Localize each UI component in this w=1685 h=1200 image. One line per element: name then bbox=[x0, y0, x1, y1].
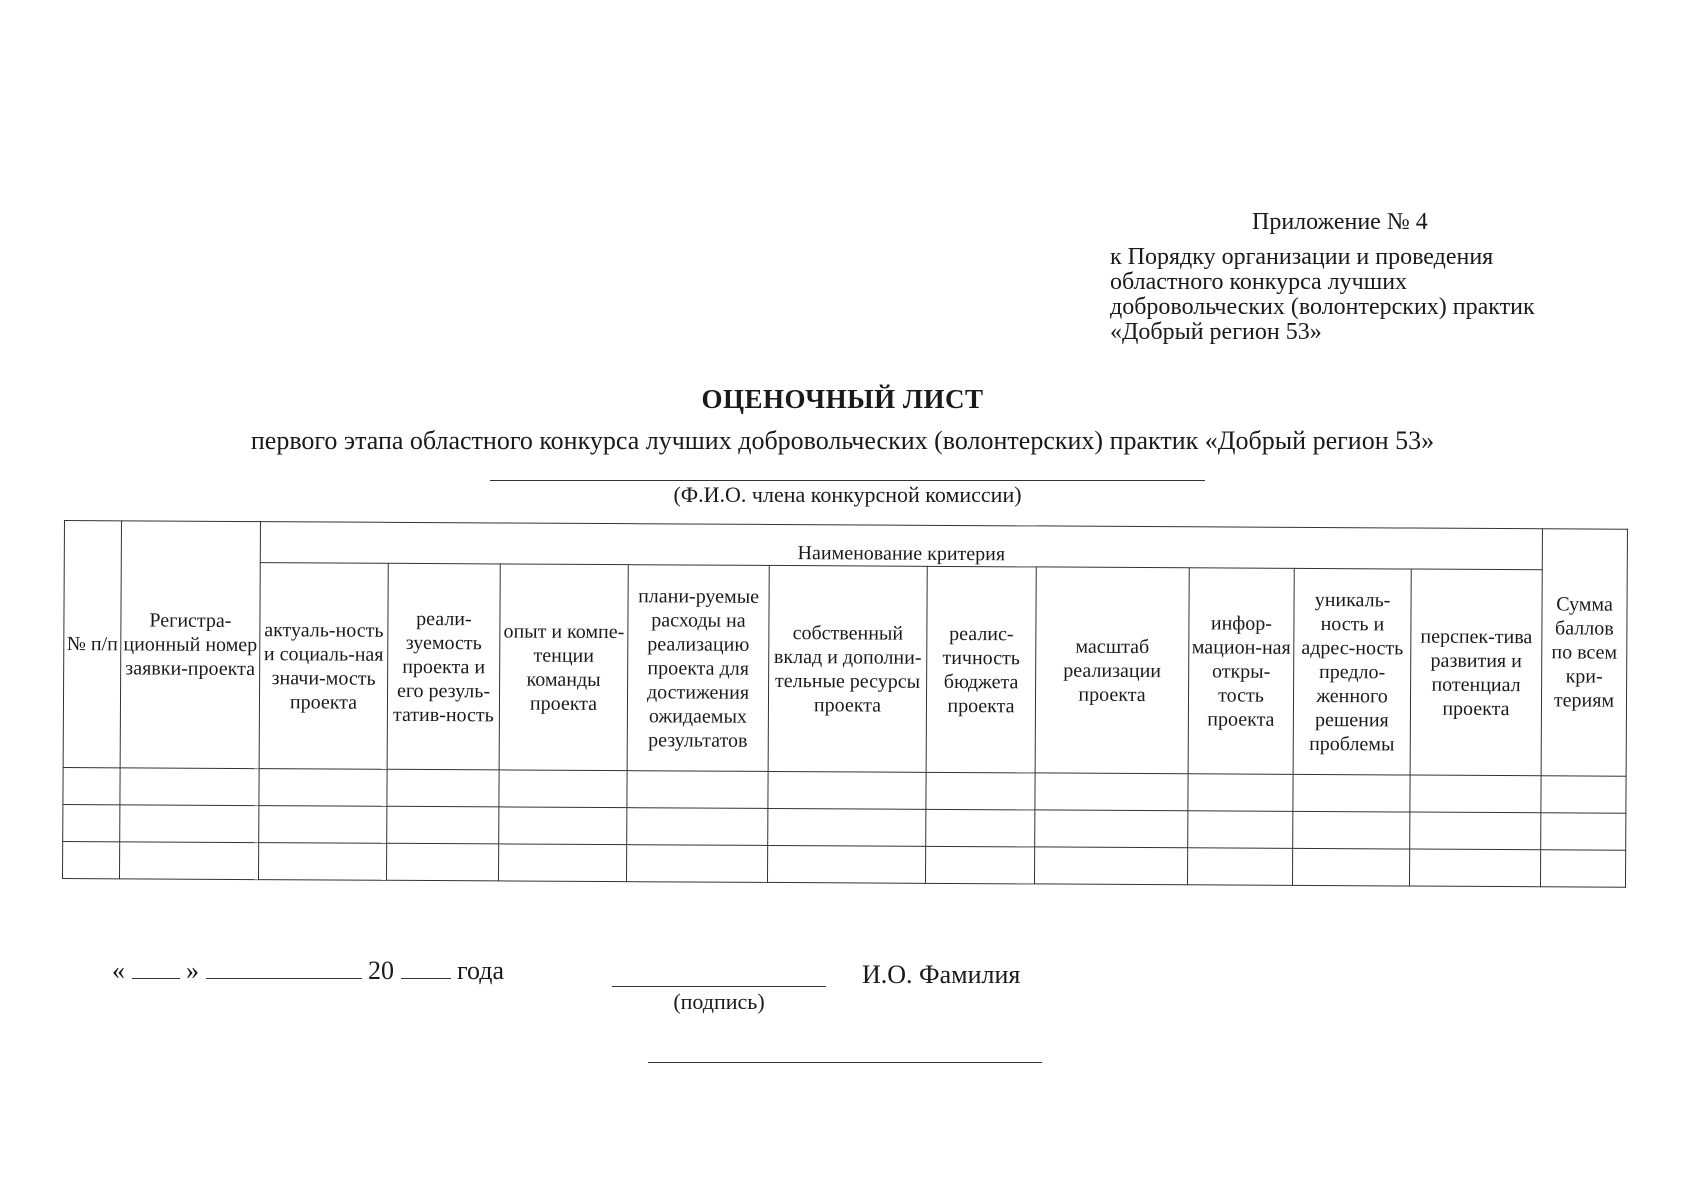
year-blank[interactable] bbox=[401, 956, 451, 979]
table-cell[interactable] bbox=[499, 807, 627, 845]
criterion-header: уникаль-ность и адрес-ность предло-женного решения проблемы bbox=[1293, 568, 1411, 775]
table-cell[interactable] bbox=[1188, 774, 1293, 812]
criterion-header: реалис-тичность бюджета проекта bbox=[926, 566, 1036, 773]
fio-caption: (Ф.И.О. члена конкурсной комиссии) bbox=[673, 482, 1022, 507]
month-blank[interactable] bbox=[206, 956, 362, 979]
table-cell[interactable] bbox=[1541, 776, 1626, 813]
criterion-header: инфор-мацион-ная откры-тость проекта bbox=[1188, 568, 1294, 775]
table-cell[interactable] bbox=[768, 808, 926, 846]
appendix-line: «Добрый регион 53» bbox=[1110, 319, 1322, 345]
appendix-line: областного конкурса лучших bbox=[1110, 269, 1408, 295]
criterion-header: плани-руемые расходы на реализацию проекта для достижения ожидаемых результатов bbox=[627, 565, 769, 772]
table-cell[interactable] bbox=[387, 806, 499, 844]
appendix-line: добровольческих (волонтерских) практик bbox=[1110, 294, 1535, 320]
signature-caption: (подпись) bbox=[673, 989, 765, 1014]
table-body bbox=[62, 767, 1626, 887]
table-cell[interactable] bbox=[259, 769, 387, 807]
table-cell[interactable] bbox=[499, 770, 627, 808]
table-cell[interactable] bbox=[1409, 849, 1540, 887]
date-block bbox=[112, 956, 504, 986]
table-cell[interactable] bbox=[258, 843, 386, 881]
table-cell[interactable] bbox=[1293, 811, 1410, 849]
table-cell[interactable] bbox=[926, 772, 1035, 810]
table-cell[interactable] bbox=[767, 845, 925, 883]
table-cell[interactable] bbox=[120, 768, 259, 806]
appendix-block bbox=[1110, 210, 1670, 345]
fio-signature-line bbox=[490, 480, 1205, 481]
table-cell[interactable] bbox=[1410, 775, 1541, 813]
criterion-header: актуаль-ность и социаль-ная значи-мость проекта bbox=[259, 563, 388, 770]
date-close-quote: » bbox=[186, 956, 199, 985]
table-cell[interactable] bbox=[120, 805, 259, 843]
table-cell[interactable] bbox=[1293, 774, 1410, 812]
table-row bbox=[62, 841, 1625, 887]
table-cell[interactable] bbox=[259, 806, 387, 844]
day-blank[interactable] bbox=[132, 956, 180, 979]
criteria-row bbox=[63, 562, 1627, 777]
table-cell[interactable] bbox=[926, 809, 1035, 847]
criterion-header: перспек-тива развития и потенциал проекта bbox=[1410, 569, 1542, 776]
table-cell[interactable] bbox=[627, 771, 768, 809]
table-cell[interactable] bbox=[925, 846, 1034, 884]
signer-name: И.О. Фамилия bbox=[862, 960, 1021, 989]
table-cell[interactable] bbox=[1292, 848, 1409, 886]
table-cell[interactable] bbox=[1540, 850, 1625, 887]
table-cell[interactable] bbox=[387, 769, 499, 807]
table-cell[interactable] bbox=[1410, 812, 1541, 850]
table-cell[interactable] bbox=[1541, 813, 1626, 850]
document-title: ОЦЕНОЧНЫЙ ЛИСТ bbox=[701, 384, 984, 414]
year-suffix: года bbox=[457, 956, 505, 985]
criterion-header: опыт и компе-тенции команды проекта bbox=[499, 564, 628, 771]
appendix-title: Приложение № 4 bbox=[1252, 209, 1428, 235]
table-cell[interactable] bbox=[1034, 847, 1187, 885]
evaluation-table bbox=[62, 520, 1628, 888]
criterion-header: собственный вклад и дополни-тельные ресурсы проекта bbox=[768, 565, 927, 772]
col-number-header: № п/п bbox=[63, 521, 121, 768]
col-sum-header: Сумма баллов по всем кри-териям bbox=[1541, 529, 1627, 776]
criterion-header: реали-зуемость проекта и его резуль-татив-ность bbox=[387, 563, 500, 770]
table-cell[interactable] bbox=[63, 767, 120, 804]
table-cell[interactable] bbox=[768, 771, 926, 809]
year-prefix: 20 bbox=[368, 956, 394, 985]
criteria-group-header: Наименование критерия bbox=[260, 522, 1542, 570]
table-cell[interactable] bbox=[63, 804, 120, 841]
document-subtitle: первого этапа областного конкурса лучших добровольческих (волонтерских) практик «Добрый регион 53» bbox=[250, 426, 1435, 455]
table-cell[interactable] bbox=[1187, 848, 1292, 886]
table-cell[interactable] bbox=[386, 843, 498, 881]
table-cell[interactable] bbox=[1188, 811, 1293, 849]
signature-line[interactable] bbox=[612, 986, 826, 987]
col-reg-number-header: Регистра-ционный номер заявки-проекта bbox=[120, 521, 260, 769]
criterion-header: масштаб реализации проекта bbox=[1035, 567, 1189, 774]
table-cell[interactable] bbox=[498, 844, 626, 882]
table-cell[interactable] bbox=[1035, 810, 1188, 848]
date-open-quote: « bbox=[112, 956, 125, 985]
table-cell[interactable] bbox=[1035, 773, 1188, 811]
table-cell[interactable] bbox=[626, 845, 767, 883]
appendix-line: к Порядку организации и проведения bbox=[1110, 244, 1494, 270]
table-cell[interactable] bbox=[62, 841, 119, 878]
table-cell[interactable] bbox=[119, 842, 258, 880]
table-cell[interactable] bbox=[627, 808, 768, 846]
bottom-blank-line bbox=[648, 1062, 1042, 1063]
